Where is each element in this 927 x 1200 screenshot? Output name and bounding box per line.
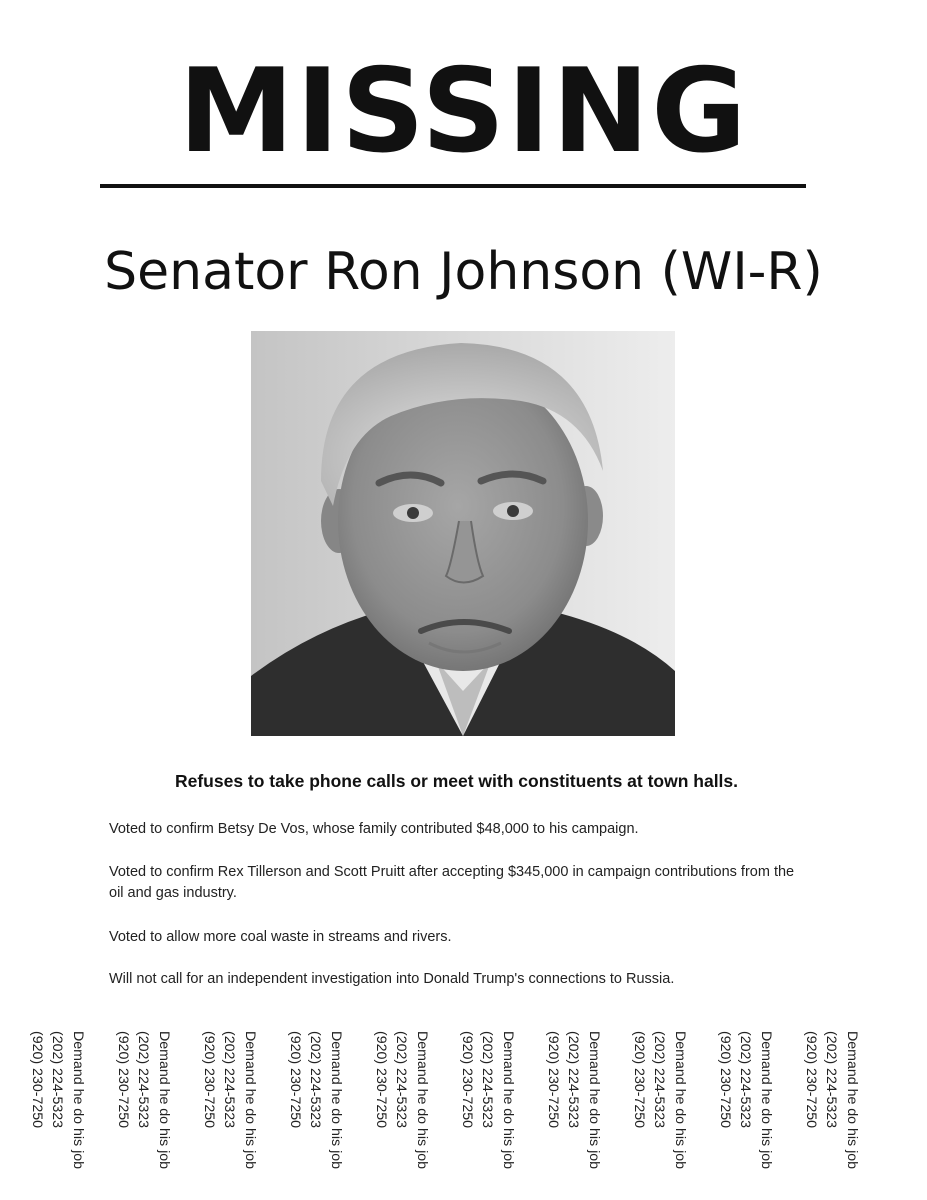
tab-phone-dc: (202) 224-5323 [221,1031,238,1129]
tab-demand-text: Demand he do his job [500,1031,516,1170]
tab-phone-dc: (202) 224-5323 [479,1031,496,1129]
tab-phone-local: (920) 230-7250 [373,1031,389,1129]
tab-phone-dc: (202) 224-5323 [135,1031,152,1129]
tab-phone-local: (920) 230-7250 [115,1031,131,1129]
tab-phone-local: (920) 230-7250 [201,1031,217,1129]
tab-demand-text: Demand he do his job [70,1031,86,1170]
poster-headline: MISSING [178,44,749,179]
tear-off-tab[interactable] [459,1031,518,1181]
tear-off-tab[interactable] [373,1031,432,1181]
poster-subtitle: Senator Ron Johnson (WI-R) [104,242,823,302]
tab-demand-text: Demand he do his job [758,1031,774,1170]
tab-demand-text: Demand he do his job [328,1031,344,1170]
tab-phone-local: (920) 230-7250 [545,1031,561,1129]
tab-phone-dc: (202) 224-5323 [49,1031,66,1129]
tab-phone-dc: (202) 224-5323 [823,1031,840,1129]
tab-phone-local: (920) 230-7250 [29,1031,45,1129]
tab-demand-text: Demand he do his job [414,1031,430,1170]
tear-off-tab[interactable] [803,1031,862,1181]
tab-phone-dc: (202) 224-5323 [393,1031,410,1129]
tear-off-tab[interactable] [631,1031,690,1181]
fact-devos: Voted to confirm Betsy De Vos, whose family contributed $48,000 to his campaign. [109,821,639,837]
tab-phone-dc: (202) 224-5323 [737,1031,754,1129]
tab-demand-text: Demand he do his job [586,1031,602,1170]
tab-demand-text: Demand he do his job [844,1031,860,1170]
tab-phone-local: (920) 230-7250 [287,1031,303,1129]
tab-phone-dc: (202) 224-5323 [651,1031,668,1129]
fact-coal-waste: Voted to allow more coal waste in streams and rivers. [109,929,452,945]
tear-off-tab[interactable] [201,1031,260,1181]
headline-divider [100,184,806,188]
tab-phone-dc: (202) 224-5323 [565,1031,582,1129]
tear-off-tab[interactable] [115,1031,174,1181]
tear-off-tab[interactable] [29,1031,88,1181]
senator-photo [251,331,675,736]
tagline: Refuses to take phone calls or meet with constituents at town halls. [174,771,739,791]
fact-tillerson-pruitt: Voted to confirm Rex Tillerson and Scott Pruitt after accepting $345,000 in campaign contributions from the oil and gas industry. [109,864,795,901]
tear-off-tab[interactable] [287,1031,346,1181]
tear-off-tab[interactable] [717,1031,776,1181]
tab-phone-dc: (202) 224-5323 [307,1031,324,1129]
fact-russia-investigation: Will not call for an independent investigation into Donald Trump's connections to Russia. [109,971,675,987]
tab-phone-local: (920) 230-7250 [459,1031,475,1129]
tab-phone-local: (920) 230-7250 [717,1031,733,1129]
tab-phone-local: (920) 230-7250 [803,1031,819,1129]
tab-demand-text: Demand he do his job [156,1031,172,1170]
tab-demand-text: Demand he do his job [672,1031,688,1170]
tear-off-tab[interactable] [545,1031,604,1181]
tab-phone-local: (920) 230-7250 [631,1031,647,1129]
tab-demand-text: Demand he do his job [242,1031,258,1170]
